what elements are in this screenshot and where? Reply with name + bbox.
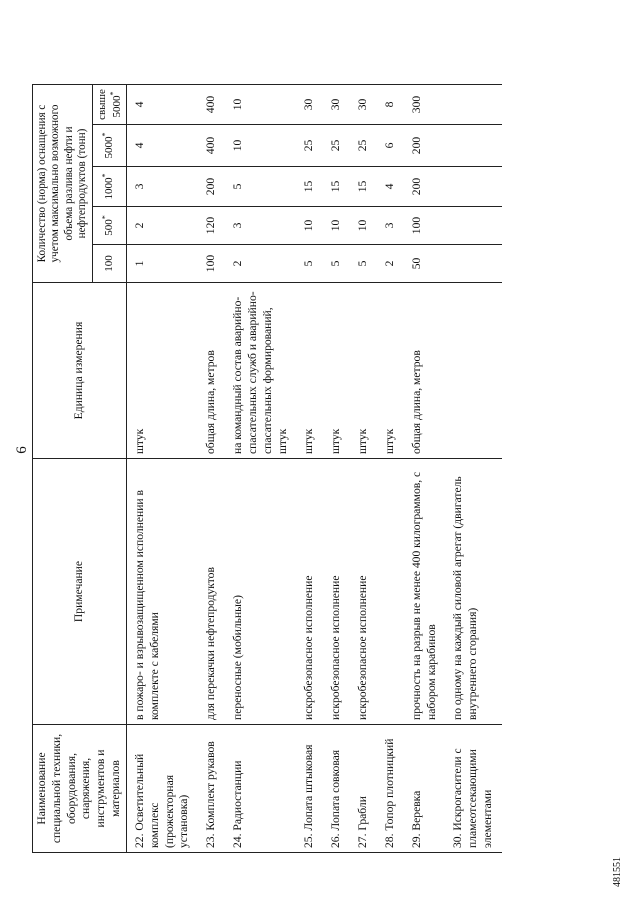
cell-value: 8 [377,85,404,125]
cell-name: 22. Осветительный комплекс (прожекторная установка) [126,725,198,853]
cell-unit: общая длина, метров [404,283,446,459]
cell-name: 27. Грабли [350,725,377,853]
cell-value: 5 [225,167,296,207]
cell-value: 3 [126,167,198,207]
cell-value: 15 [323,167,350,207]
cell-value [445,125,501,167]
cell-note: для перекачки нефтепродуктов [198,459,225,725]
cell-value: 2 [377,245,404,283]
cell-value: 25 [350,125,377,167]
cell-value: 4 [126,85,198,125]
footnote-mark: * [107,91,117,96]
table-body [126,85,501,853]
cell-note: искробезопасное исполнение [323,459,350,725]
table-row [404,85,446,853]
header-unit: Единица измерения [33,283,127,459]
cell-unit: штук [350,283,377,459]
cell-name: 29. Веревка [404,725,446,853]
cell-note: искробезопасное исполнение [296,459,323,725]
cell-name: 23. Комплект рукавов [198,725,225,853]
cell-value: 10 [225,85,296,125]
table-row [350,85,377,853]
table-row [296,85,323,853]
cell-value: 300 [404,85,446,125]
footnote-mark: * [100,132,110,137]
volume-label: 1000 [103,177,116,200]
table-row [198,85,225,853]
cell-value: 1 [126,245,198,283]
header-volume-3 [93,125,127,167]
cell-unit: на командный состав аварийно-спасательных служб и аварийно-спасательных формирований, штук [225,283,296,459]
footnote-mark: * [100,173,110,178]
cell-value: 25 [296,125,323,167]
cell-value: 15 [296,167,323,207]
equipment-table [32,84,502,853]
cell-value: 25 [323,125,350,167]
volume-label: 5000 [103,136,116,159]
cell-value: 200 [198,167,225,207]
cell-note: прочность на разрыв не менее 400 килограммов, с набором карабинов [404,459,446,725]
cell-value: 30 [296,85,323,125]
table-row [377,85,404,853]
cell-unit: штук [296,283,323,459]
cell-value: 2 [126,207,198,245]
cell-note: по одному на каждый силовой агрегат (двигатель внутреннего сгорания) [445,459,501,725]
table-row [445,85,501,853]
cell-value: 30 [350,85,377,125]
table-row [126,85,198,853]
document-number: 481551 [612,857,623,887]
cell-value: 2 [225,245,296,283]
cell-value: 5 [296,245,323,283]
cell-value: 400 [198,85,225,125]
cell-note: в пожаро- и взрывозащищенном исполнении в комплекте с кабелями [126,459,198,725]
cell-value: 10 [225,125,296,167]
header-volume-1 [93,207,127,245]
cell-value: 6 [377,125,404,167]
header-quantity: Количество (норма) оснащения с учетом максимально возможного объема разлива нефти и нефтепродуктов (тонн) [33,85,93,283]
header-volume-2 [93,167,127,207]
header-note: Примечание [33,459,127,725]
cell-value [445,245,501,283]
cell-value: 10 [296,207,323,245]
cell-unit: общая длина, метров [198,283,225,459]
cell-unit: штук [323,283,350,459]
footnote-mark: * [100,215,110,220]
cell-value: 10 [323,207,350,245]
cell-value: 3 [225,207,296,245]
volume-label: 500 [103,219,116,236]
cell-name: 25. Лопата штыковая [296,725,323,853]
cell-value: 5 [323,245,350,283]
cell-note: искробезопасное исполнение [350,459,377,725]
cell-note: переносные (мобильные) [225,459,296,725]
volume-label: свыше 5000 [96,89,123,120]
table-row [323,85,350,853]
table-header [33,85,127,853]
cell-value: 50 [404,245,446,283]
table-row [225,85,296,853]
cell-value: 15 [350,167,377,207]
header-volume-0 [93,245,127,283]
cell-value: 4 [377,167,404,207]
cell-value: 5 [350,245,377,283]
cell-name: 28. Топор плотницкий [377,725,404,853]
cell-name: 30. Искрогасители с пламеотсекающими элементами [445,725,501,853]
cell-value: 200 [404,125,446,167]
cell-value: 10 [350,207,377,245]
cell-value: 400 [198,125,225,167]
page-number: 6 [14,446,30,454]
cell-value: 30 [323,85,350,125]
cell-value: 3 [377,207,404,245]
cell-value: 100 [198,245,225,283]
cell-value [445,167,501,207]
cell-name: 26. Лопата совковая [323,725,350,853]
cell-value: 100 [404,207,446,245]
cell-value: 200 [404,167,446,207]
cell-value: 4 [126,125,198,167]
header-volume-4 [93,85,127,125]
cell-unit: штук [377,283,404,459]
header-name: Наименование специальной техники, оборудования, снаряжения, инструментов и материалов [33,725,127,853]
cell-name: 24. Радиостанции [225,725,296,853]
cell-value [445,207,501,245]
cell-value: 120 [198,207,225,245]
cell-unit [445,283,501,459]
cell-note [377,459,404,725]
cell-value [445,85,501,125]
cell-unit: штук [126,283,198,459]
volume-label: 100 [103,255,116,272]
